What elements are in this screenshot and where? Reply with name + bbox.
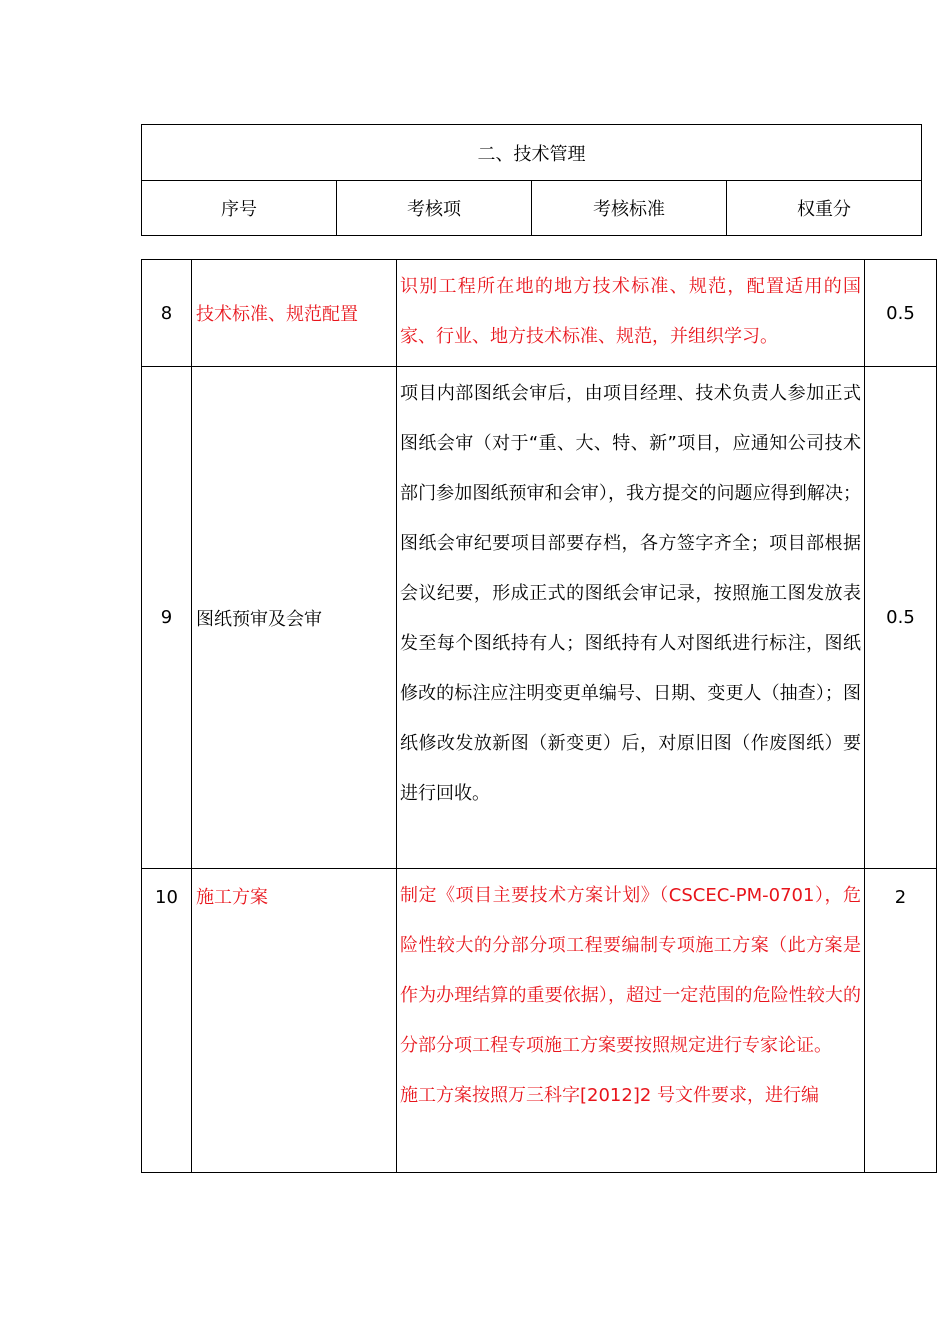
body-table [141,259,937,1173]
row-weight: 0.5 [865,367,937,869]
column-header-item: 考核项 [337,181,532,236]
row-item: 施工方案 [192,869,397,1173]
row-standard [397,869,865,1173]
row-seq: 8 [142,260,192,367]
column-header-weight: 权重分 [727,181,922,236]
row-weight: 0.5 [865,260,937,367]
standard-paragraph: 施工方案按照万三科字[2012]2 号文件要求，进行编 [400,1085,820,1106]
standard-paragraph: 制定《项目主要技术方案计划》（CSCEC-PM-0701），危险性较大的分部分项工程要编制专项施工方案（此方案是作为办理结算的重要依据），超过一定范围的危险性较大的分部分项工程专项施工方案要按照规定进行专家论证。 [400,885,861,1056]
header-table [141,124,922,236]
row-weight: 2 [865,869,937,1173]
row-item: 图纸预审及会审 [192,367,397,869]
row-item: 技术标准、规范配置 [192,260,397,367]
table-row [142,367,937,869]
table-row [142,869,937,1173]
column-header-seq: 序号 [142,181,337,236]
row-seq: 9 [142,367,192,869]
section-title: 二、技术管理 [142,125,922,181]
row-seq: 10 [142,869,192,1173]
row-standard: 项目内部图纸会审后，由项目经理、技术负责人参加正式图纸会审（对于“重、大、特、新”项目，应通知公司技术部门参加图纸预审和会审），我方提交的问题应得到解决；图纸会审纪要项目部要存档，各方签字齐全；项目部根据会议纪要，形成正式的图纸会审记录，按照施工图发放表发至每个图纸持有人；图纸持有人对图纸进行标注，图纸修改的标注应注明变更单编号、日期、变更人（抽查）；图纸修改发放新图（新变更）后，对原旧图（作废图纸）要进行回收。 [397,367,865,869]
table-row [142,260,937,367]
column-header-standard: 考核标准 [532,181,727,236]
row-standard: 识别工程所在地的地方技术标准、规范，配置适用的国家、行业、地方技术标准、规范，并组织学习。 [397,260,865,367]
